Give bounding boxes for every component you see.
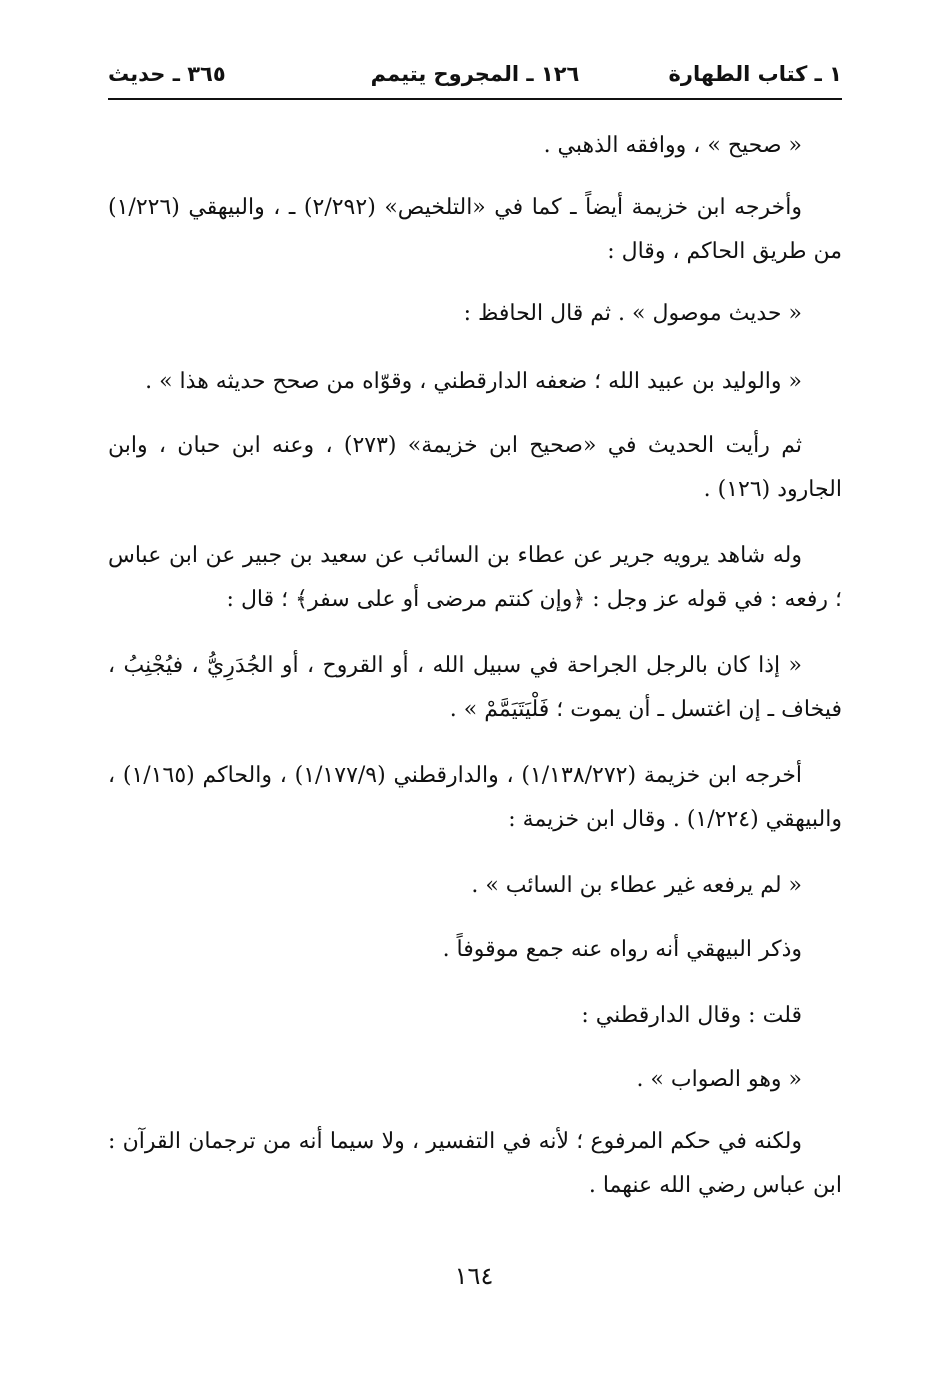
paragraph-13: ولكنه في حكم المرفوع ؛ لأنه في التفسير ، ولا سيما أنه من ترجمان القرآن : ابن عباس رضي الله عنهما .	[108, 1129, 842, 1198]
paragraph-10: وذكر البيهقي أنه رواه عنه جمع موقوفاً .	[442, 937, 802, 962]
running-header	[108, 60, 842, 96]
header-book-title: ١ ـ كتاب الطهارة	[668, 62, 842, 86]
paragraph-9: « لم يرفعه غير عطاء بن السائب » .	[471, 873, 802, 898]
page-number: ١٦٤	[454, 1262, 494, 1290]
paragraph-8: أخرجه ابن خزيمة (١/١٣٨/٢٧٢) ، والدارقطني (١/١٧٧/٩) ، والحاكم (١/١٦٥) ، والبيهقي (١/٢٢٤) . وقال ابن خزيمة :	[108, 763, 842, 832]
paragraph-2: وأخرجه ابن خزيمة أيضاً ـ كما في «التلخيص» (٢/٢٩٢) ـ ، والبيهقي (١/٢٢٦) من طريق الحاكم ، وقال :	[108, 195, 842, 264]
header-chapter-title: ١٢٦ ـ المجروح يتيمم	[370, 62, 580, 86]
paragraph-7: « إذا كان بالرجل الجراحة في سبيل الله ، أو القروح ، أو الجُدَرِيُّ ، فيُجْنِبُ ، فيخاف ـ إن اغتسل ـ أن يموت ؛ فَلْيَتَيَمَّمْ » .	[108, 653, 842, 722]
paragraph-6: وله شاهد يرويه جرير عن عطاء بن السائب عن سعيد بن جبير عن ابن عباس ؛ رفعه : في قوله عز وجل : ﴿وإن كنتم مرضى أو على سفر﴾ ؛ قال :	[108, 543, 842, 612]
paragraph-3: « حديث موصول » . ثم قال الحافظ :	[463, 301, 802, 326]
paragraph-12: « وهو الصواب » .	[636, 1067, 802, 1092]
paragraph-1: « صحيح » ، ووافقه الذهبي .	[543, 133, 802, 158]
paragraph-4: « والوليد بن عبيد الله ؛ ضعفه الدارقطني ، وقوّاه من صحح حديثه هذا » .	[145, 369, 802, 394]
header-hadith-number: ٣٦٥ ـ حديث	[108, 62, 226, 86]
header-divider	[108, 98, 842, 100]
paragraph-11: قلت : وقال الدارقطني :	[581, 1003, 802, 1028]
paragraph-5: ثم رأيت الحديث في «صحيح ابن خزيمة» (٢٧٣) ، وعنه ابن حبان ، وابن الجارود (١٢٦) .	[108, 433, 842, 502]
